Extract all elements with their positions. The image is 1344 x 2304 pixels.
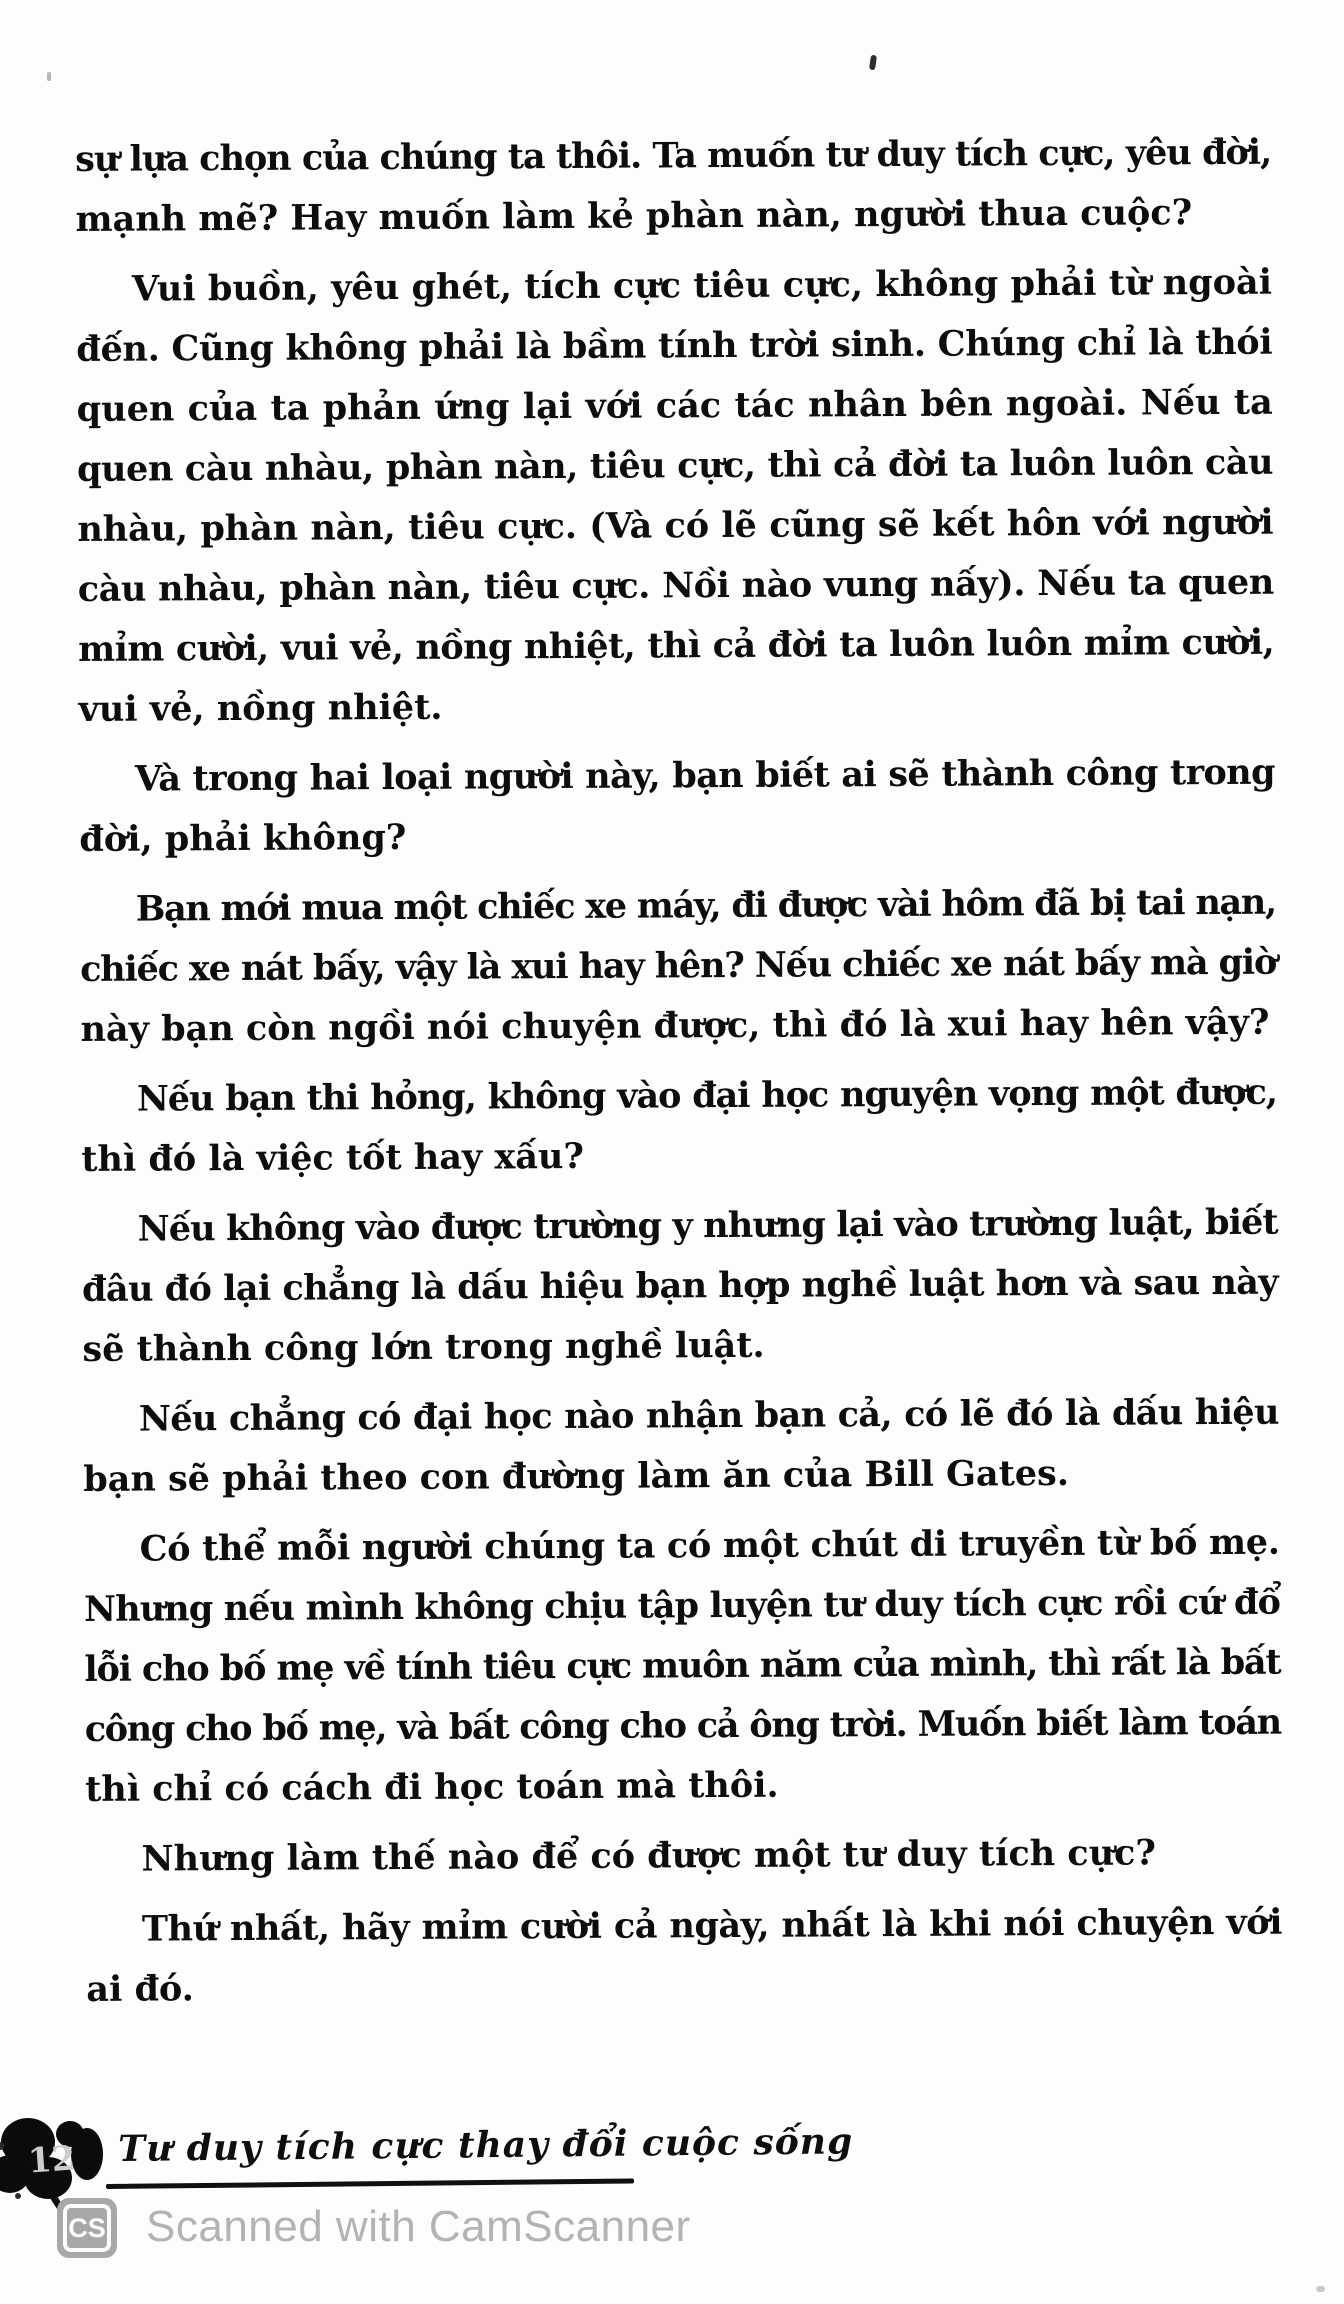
text-line: đâu đó lại chẳng là dấu hiệu bạn hợp nghề luật hơn và sau này <box>81 1261 1279 1310</box>
running-title-underline <box>106 2178 634 2189</box>
text-line: quen của ta phản ứng lại với các tác nhân bên ngoài. Nếu ta <box>76 381 1273 430</box>
text-line: sự lựa chọn của chúng ta thôi. Ta muốn tư duy tích cực, yêu đời, <box>75 131 1272 180</box>
text-line: sẽ thành công lớn trong nghề luật. <box>82 1324 765 1370</box>
paragraph <box>80 873 1277 1060</box>
text-line: bạn sẽ phải theo con đường làm ăn của Bill Gates. <box>83 1452 1070 1500</box>
text-line: càu nhàu, phàn nàn, tiêu cực. Nồi nào vung nấy). Nếu ta quen <box>77 561 1274 610</box>
text-line: Nhưng nếu mình không chịu tập luyện tư duy tích cực rồi cứ đổ <box>83 1581 1281 1630</box>
text-line: đến. Cũng không phải là bầm tính trời sinh. Chúng chỉ là thói <box>76 321 1273 370</box>
page-number: 12 <box>26 2138 77 2182</box>
paragraph <box>75 123 1272 250</box>
text-line: công cho bố mẹ, và bất công cho cả ông trời. Muốn biết làm toán <box>84 1701 1281 1750</box>
text-line: thì đó là việc tốt hay xấu? <box>81 1135 585 1180</box>
scan-speck <box>47 72 51 81</box>
paragraph <box>79 743 1276 870</box>
text-line: mỉm cười, vui vẻ, nồng nhiệt, thì cả đời ta luôn luôn mỉm cười, <box>78 621 1275 670</box>
text-line: Và trong hai loại người này, bạn biết ai sẽ thành công trong <box>134 751 1276 800</box>
text-line: Có thể mỗi người chúng ta có một chút di truyền từ bố mẹ. <box>139 1521 1280 1570</box>
paragraph <box>85 1823 1281 1890</box>
camscanner-logo-icon <box>57 2198 117 2258</box>
paragraph <box>82 1193 1279 1380</box>
paragraph <box>76 253 1275 740</box>
text-line: Vui buồn, yêu ghét, tích cực tiêu cực, không phải từ ngoài <box>131 261 1273 310</box>
scan-speck <box>1316 2286 1325 2292</box>
text-line: quen càu nhàu, phàn nàn, tiêu cực, thì cả đời ta luôn luôn càu <box>76 441 1274 490</box>
text-line: này bạn còn ngồi nói chuyện được, thì đó là xui hay hên vậy? <box>80 1001 1270 1050</box>
paragraph <box>81 1063 1278 1190</box>
text-line: Nếu không vào được trường y nhưng lại vào trường luật, biết <box>137 1201 1278 1250</box>
text-line: lỗi cho bố mẹ về tính tiêu cực muôn năm của mình, thì rất là bất <box>84 1641 1281 1690</box>
text-line: Nếu chẳng có đại học nào nhận bạn cả, có lẽ đó là dấu hiệu <box>138 1391 1279 1440</box>
paragraph <box>83 1383 1280 1510</box>
watermark-text: Scanned with CamScanner <box>146 2202 691 2251</box>
paragraph <box>86 1893 1283 2020</box>
text-line: nhàu, phàn nàn, tiêu cực. (Và có lẽ cũng sẽ kết hôn với người <box>77 501 1274 550</box>
page-body <box>75 123 1283 2020</box>
text-line: ai đó. <box>86 1968 195 2010</box>
scan-speck <box>869 55 877 71</box>
text-line: mạnh mẽ? Hay muốn làm kẻ phàn nàn, người thua cuộc? <box>75 192 1193 240</box>
text-line: Nhưng làm thế nào để có được một tư duy tích cực? <box>141 1832 1157 1880</box>
paragraph <box>83 1513 1281 1820</box>
camscanner-logo-label: CS <box>63 2204 111 2252</box>
text-line: đời, phải không? <box>79 816 407 860</box>
text-line: Bạn mới mua một chiếc xe máy, đi được vài hôm đã bị tai nạn, <box>135 881 1276 930</box>
text-line: chiếc xe nát bấy, vậy là xui hay hên? Nếu chiếc xe nát bấy mà giờ <box>80 941 1277 990</box>
text-line: thì chỉ có cách đi học toán mà thôi. <box>85 1764 779 1810</box>
running-title: Tư duy tích cực thay đổi cuộc sống <box>118 2120 854 2170</box>
text-line: Thứ nhất, hãy mỉm cười cả ngày, nhất là khi nói chuyện với <box>141 1901 1283 1950</box>
text-line: vui vẻ, nồng nhiệt. <box>78 686 443 730</box>
text-line: Nếu bạn thi hỏng, không vào đại học nguyện vọng một được, <box>136 1071 1278 1120</box>
